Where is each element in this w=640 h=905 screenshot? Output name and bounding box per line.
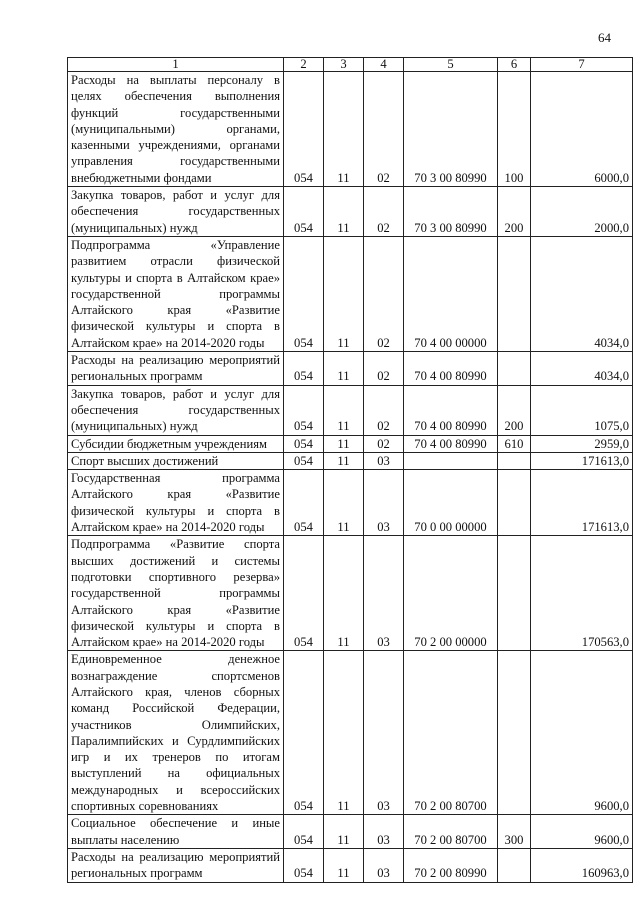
cell-sum: 170563,0	[531, 536, 633, 651]
cell-section: 11	[324, 815, 364, 849]
cell-target: 70 2 00 80700	[404, 651, 498, 815]
cell-sum: 9600,0	[531, 651, 633, 815]
cell-type	[498, 536, 531, 651]
cell-admin: 054	[284, 187, 324, 237]
column-header: 6	[498, 58, 531, 72]
cell-sum: 2000,0	[531, 187, 633, 237]
table-row	[68, 651, 633, 815]
column-header: 4	[364, 58, 404, 72]
cell-type: 100	[498, 72, 531, 187]
cell-target: 70 3 00 80990	[404, 72, 498, 187]
cell-type: 200	[498, 385, 531, 435]
cell-type	[498, 236, 531, 351]
cell-name: Государственная программа Алтайского края «Развитие физической культуры и спорта в Алтайском крае» на 2014-2020 годы	[68, 470, 284, 536]
cell-subsection: 02	[364, 435, 404, 452]
cell-admin: 054	[284, 651, 324, 815]
column-header: 5	[404, 58, 498, 72]
cell-target: 70 2 00 80700	[404, 815, 498, 849]
table-row	[68, 352, 633, 386]
cell-section: 11	[324, 236, 364, 351]
cell-target: 70 4 00 00000	[404, 236, 498, 351]
cell-type	[498, 452, 531, 469]
cell-section: 11	[324, 470, 364, 536]
cell-name: Субсидии бюджетным учреждениям	[68, 435, 284, 452]
cell-subsection: 02	[364, 236, 404, 351]
cell-admin: 054	[284, 815, 324, 849]
cell-admin: 054	[284, 470, 324, 536]
cell-type	[498, 470, 531, 536]
cell-sum: 9600,0	[531, 815, 633, 849]
cell-sum: 6000,0	[531, 72, 633, 187]
cell-name: Социальное обеспечение и иные выплаты населению	[68, 815, 284, 849]
cell-target: 70 4 00 80990	[404, 352, 498, 386]
table-row	[68, 72, 633, 187]
cell-name: Закупка товаров, работ и услуг для обеспечения государственных (муниципальных) нужд	[68, 187, 284, 237]
cell-admin: 054	[284, 72, 324, 187]
cell-sum: 1075,0	[531, 385, 633, 435]
cell-type: 300	[498, 815, 531, 849]
cell-section: 11	[324, 452, 364, 469]
cell-sum: 2959,0	[531, 435, 633, 452]
table-header-row	[68, 58, 633, 72]
cell-name: Единовременное денежное вознаграждение спортсменов Алтайского края, членов сборных команд Российской Федерации, участников Олимпийских, Паралимпийских и Сурдлимпийских игр и их тренеров по итогам выступлений на официальных международных и всероссийских спортивных соревнованиях	[68, 651, 284, 815]
cell-subsection: 02	[364, 187, 404, 237]
cell-target: 70 0 00 00000	[404, 470, 498, 536]
table-row	[68, 470, 633, 536]
cell-sum: 171613,0	[531, 452, 633, 469]
cell-subsection: 03	[364, 651, 404, 815]
cell-admin: 054	[284, 352, 324, 386]
cell-admin: 054	[284, 536, 324, 651]
cell-subsection: 02	[364, 352, 404, 386]
column-header: 2	[284, 58, 324, 72]
cell-type: 200	[498, 187, 531, 237]
cell-target: 70 4 00 80990	[404, 435, 498, 452]
cell-section: 11	[324, 651, 364, 815]
cell-name: Закупка товаров, работ и услуг для обеспечения государственных (муниципальных) нужд	[68, 385, 284, 435]
cell-name: Спорт высших достижений	[68, 452, 284, 469]
cell-section: 11	[324, 848, 364, 882]
page-number: 64	[598, 30, 611, 45]
cell-type	[498, 651, 531, 815]
cell-name: Расходы на реализацию мероприятий региональных программ	[68, 352, 284, 386]
cell-section: 11	[324, 72, 364, 187]
cell-target: 70 2 00 80990	[404, 848, 498, 882]
cell-subsection: 02	[364, 72, 404, 187]
cell-sum: 171613,0	[531, 470, 633, 536]
cell-admin: 054	[284, 385, 324, 435]
table-row	[68, 815, 633, 849]
cell-subsection: 03	[364, 470, 404, 536]
cell-section: 11	[324, 352, 364, 386]
table-row	[68, 236, 633, 351]
cell-section: 11	[324, 385, 364, 435]
cell-section: 11	[324, 536, 364, 651]
cell-target: 70 2 00 00000	[404, 536, 498, 651]
cell-subsection: 03	[364, 536, 404, 651]
cell-name: Подпрограмма «Развитие спорта высших достижений и системы подготовки спортивного резерва» государственной программы Алтайского края «Развитие физической культуры и спорта в Алтайском крае» на 2014-2020 годы	[68, 536, 284, 651]
table-row	[68, 435, 633, 452]
table-row	[68, 385, 633, 435]
cell-admin: 054	[284, 435, 324, 452]
cell-admin: 054	[284, 452, 324, 469]
cell-subsection: 03	[364, 848, 404, 882]
budget-table	[67, 57, 633, 883]
table-row	[68, 452, 633, 469]
cell-sum: 4034,0	[531, 236, 633, 351]
table-row	[68, 187, 633, 237]
cell-name: Подпрограмма «Управление развитием отрасли физической культуры и спорта в Алтайском крае» государственной программы Алтайского края «Развитие физической культуры и спорта в Алтайском крае» на 2014-2020 годы	[68, 236, 284, 351]
cell-type: 610	[498, 435, 531, 452]
cell-subsection: 03	[364, 815, 404, 849]
cell-name: Расходы на выплаты персоналу в целях обеспечения выполнения функций государственными (муниципальными) органами, казенными учреждениями, органами управления государственными внебюджетными фондами	[68, 72, 284, 187]
column-header: 3	[324, 58, 364, 72]
cell-admin: 054	[284, 848, 324, 882]
cell-section: 11	[324, 187, 364, 237]
column-header: 1	[68, 58, 284, 72]
cell-target	[404, 452, 498, 469]
cell-target: 70 4 00 80990	[404, 385, 498, 435]
cell-subsection: 03	[364, 452, 404, 469]
cell-section: 11	[324, 435, 364, 452]
cell-subsection: 02	[364, 385, 404, 435]
table-row	[68, 536, 633, 651]
cell-sum: 160963,0	[531, 848, 633, 882]
table-row	[68, 848, 633, 882]
column-header: 7	[531, 58, 633, 72]
cell-type	[498, 848, 531, 882]
cell-target: 70 3 00 80990	[404, 187, 498, 237]
cell-type	[498, 352, 531, 386]
cell-name: Расходы на реализацию мероприятий региональных программ	[68, 848, 284, 882]
cell-sum: 4034,0	[531, 352, 633, 386]
cell-admin: 054	[284, 236, 324, 351]
table-body	[68, 72, 633, 883]
